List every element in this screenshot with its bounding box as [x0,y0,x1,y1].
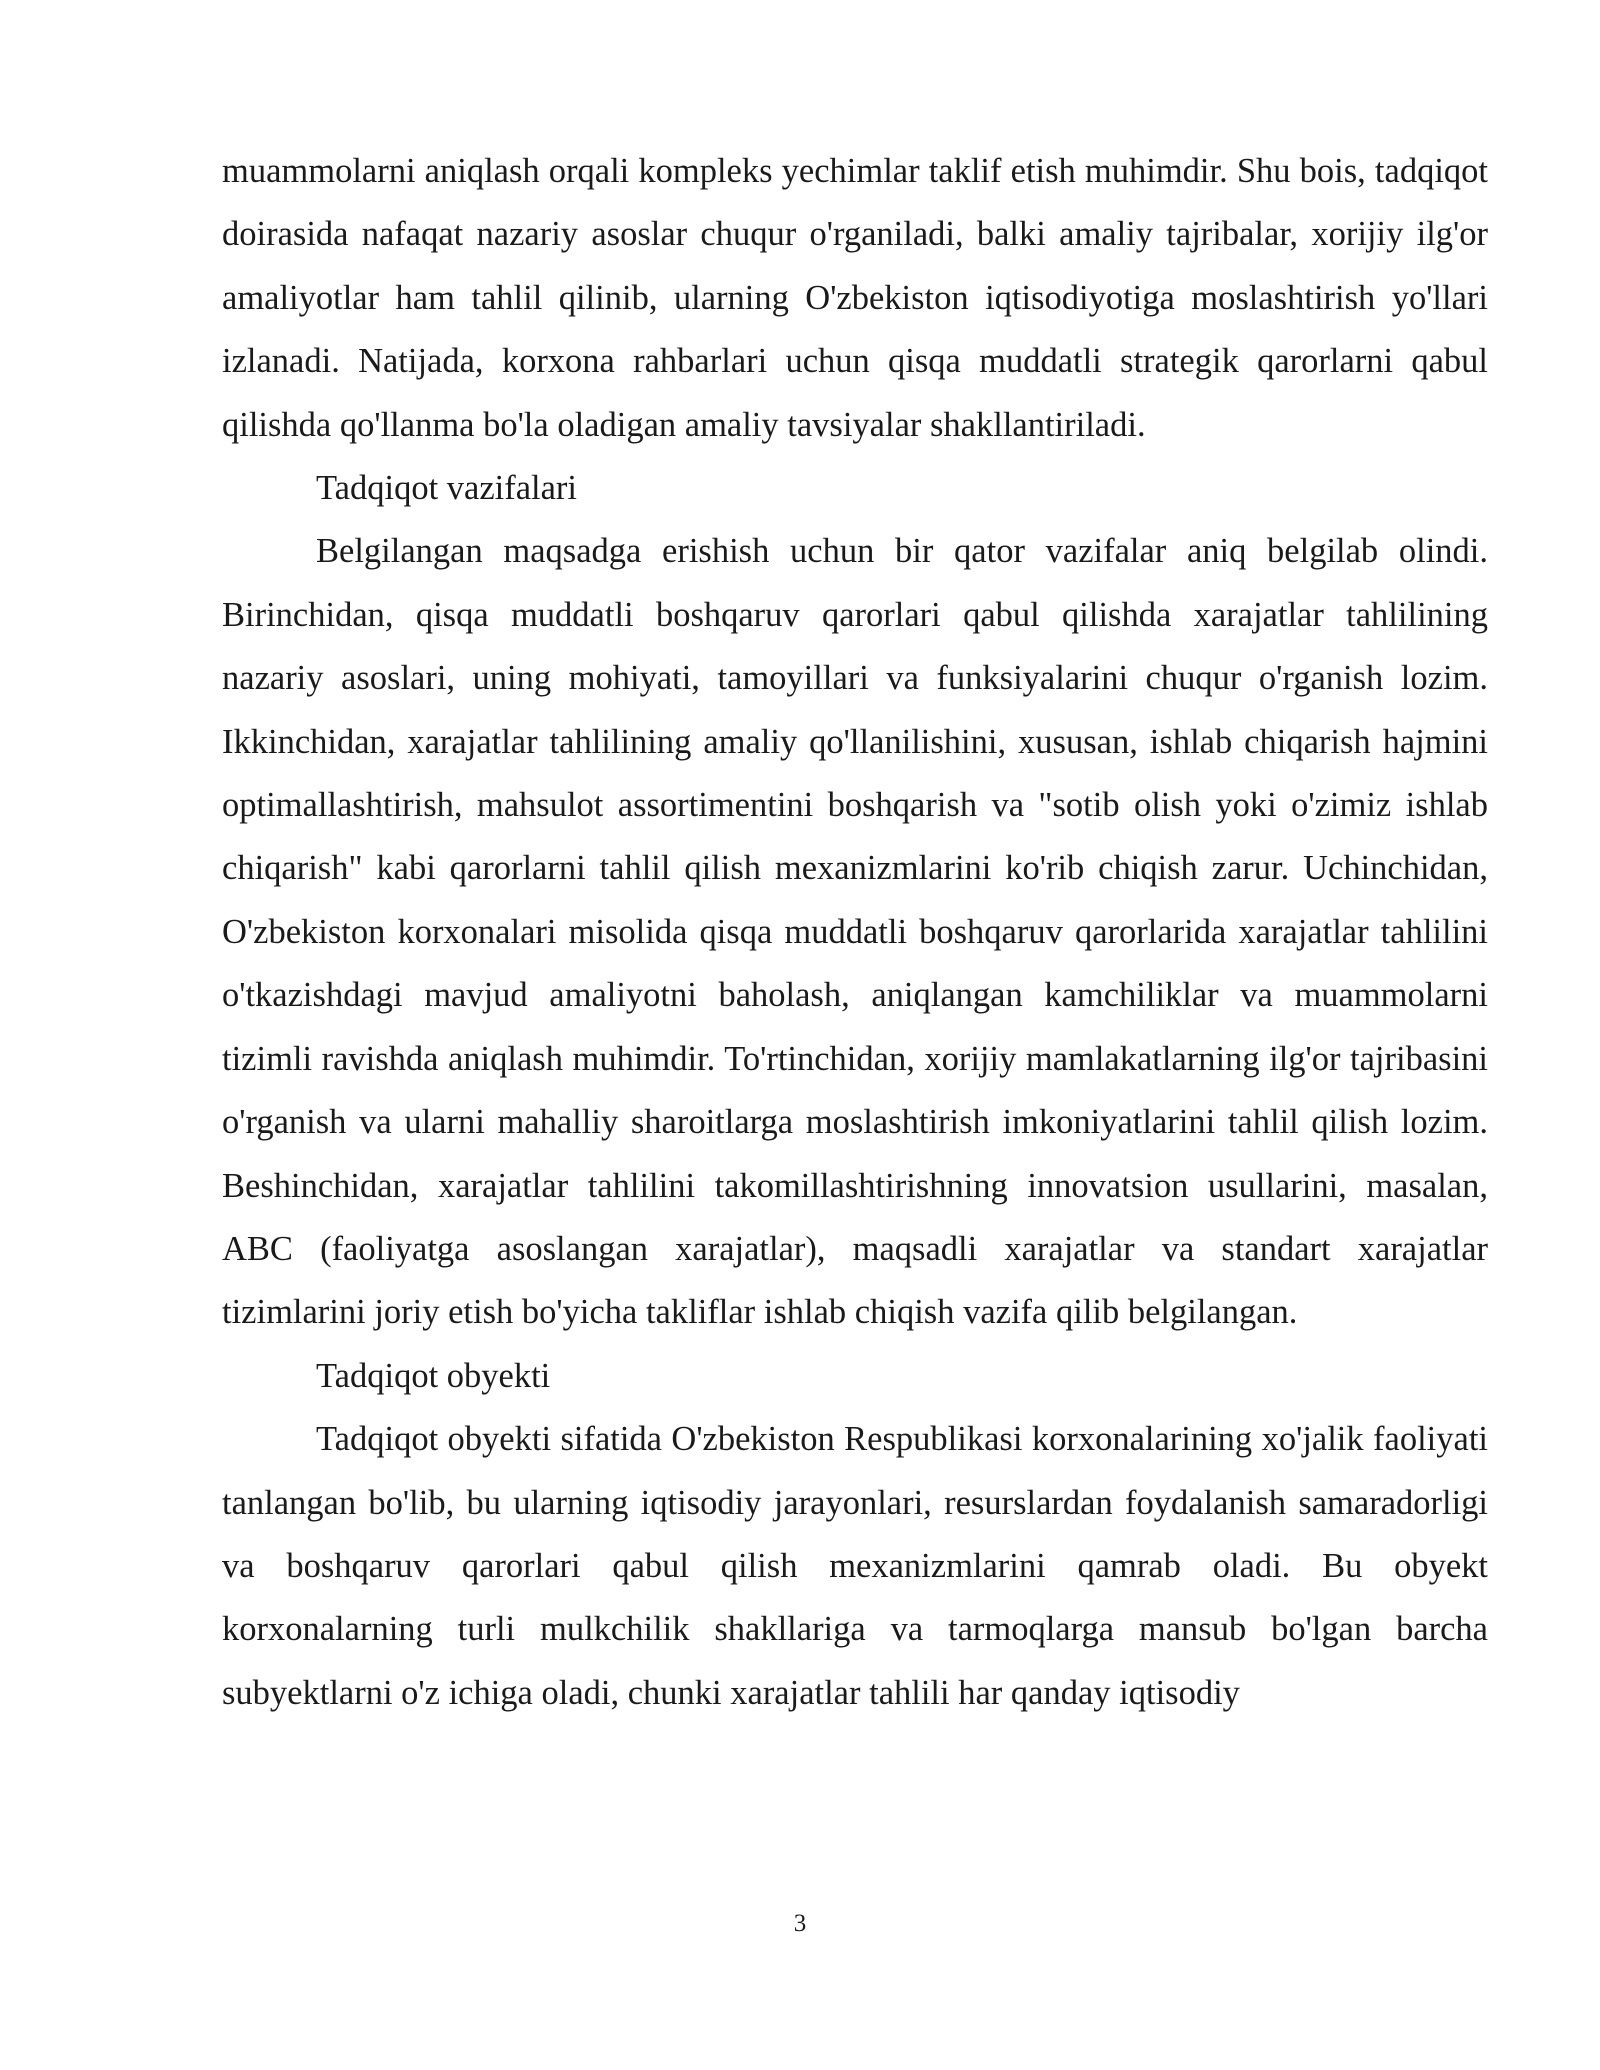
section-heading-tasks: Tadqiqot vazifalari [316,469,578,508]
paragraph-tasks: Belgilangan maqsadga erishish uchun bir qator vazifalar aniq belgilab olindi. Birinchidan, qisqa muddatli boshqaruv qarorlari qabul qilishda xarajatlar tahlilining nazariy asoslari, uning mohiyati, tamoyillari va funksiyalarini chuqur o'rganish lozim. Ikkinchidan, xarajatlar tahlilining amaliy qo'llanilishini, xususan, ishlab chiqarish hajmini optimallashtirish, mahsulot assortimentini boshqarish va "sotib olish yoki o'zimiz ishlab chiqarish" kabi qarorlarni tahlil qilish mexanizmlarini ko'rib chiqish zarur. Uchinchidan, O'zbekiston korxonalari misolida qisqa muddatli boshqaruv qarorlarida xarajatlar tahlilini o'tkazishdagi mavjud amaliyotni baholash, aniqlangan kamchiliklar va muammolarni tizimli ravishda aniqlash muhimdir. To'rtinchidan, xorijiy mamlakatlarning ilg'or tajribasini o'rganish va ularni mahalliy sharoitlarga moslashtirish imkoniyatlarini tahlil qilish lozim. Beshinchidan, xarajatlar tahlilini takomillashtirishning innovatsion usullarini, masalan, ABC (faoliyatga asoslangan xarajatlar), maqsadli xarajatlar va standart xarajatlar tizimlarini joriy etish bo'yicha takliflar ishlab chiqish vazifa qilib belgilangan. [222,532,1488,1332]
page-number: 3 [793,1910,807,1937]
section-heading-object: Tadqiqot obyekti [316,1356,551,1395]
paragraph-continuation: muammolarni aniqlash orqali kompleks yechimlar taklif etish muhimdir. Shu bois, tadqiqot doirasida nafaqat nazariy asoslar chuqur o'rganiladi, balki amaliy tajribalar, xorijiy ilg'or amaliyotlar ham tahlil qilinib, ularning O'zbekiston iqtisodiyotiga moslashtirish yo'llari izlanadi. Natijada, korxona rahbarlari uchun qisqa muddatli strategik qarorlarni qabul qilishda qo'llanma bo'la oladigan amaliy tavsiyalar shakllantiriladi. [222,152,1488,444]
page-body [222,140,1488,1725]
paragraph-object: Tadqiqot obyekti sifatida O'zbekiston Respublikasi korxonalarining xo'jalik faoliyati tanlangan bo'lib, bu ularning iqtisodiy jarayonlari, resurslardan foydalanish samaradorligi va boshqaruv qarorlari qabul qilish mexanizmlarini qamrab oladi. Bu obyekt korxonalarning turli mulkchilik shakllariga va tarmoqlarga mansub bo'lgan barcha subyektlarni o'z ichiga oladi, chunki xarajatlar tahlili har qanday iqtisodiy [222,1420,1488,1712]
